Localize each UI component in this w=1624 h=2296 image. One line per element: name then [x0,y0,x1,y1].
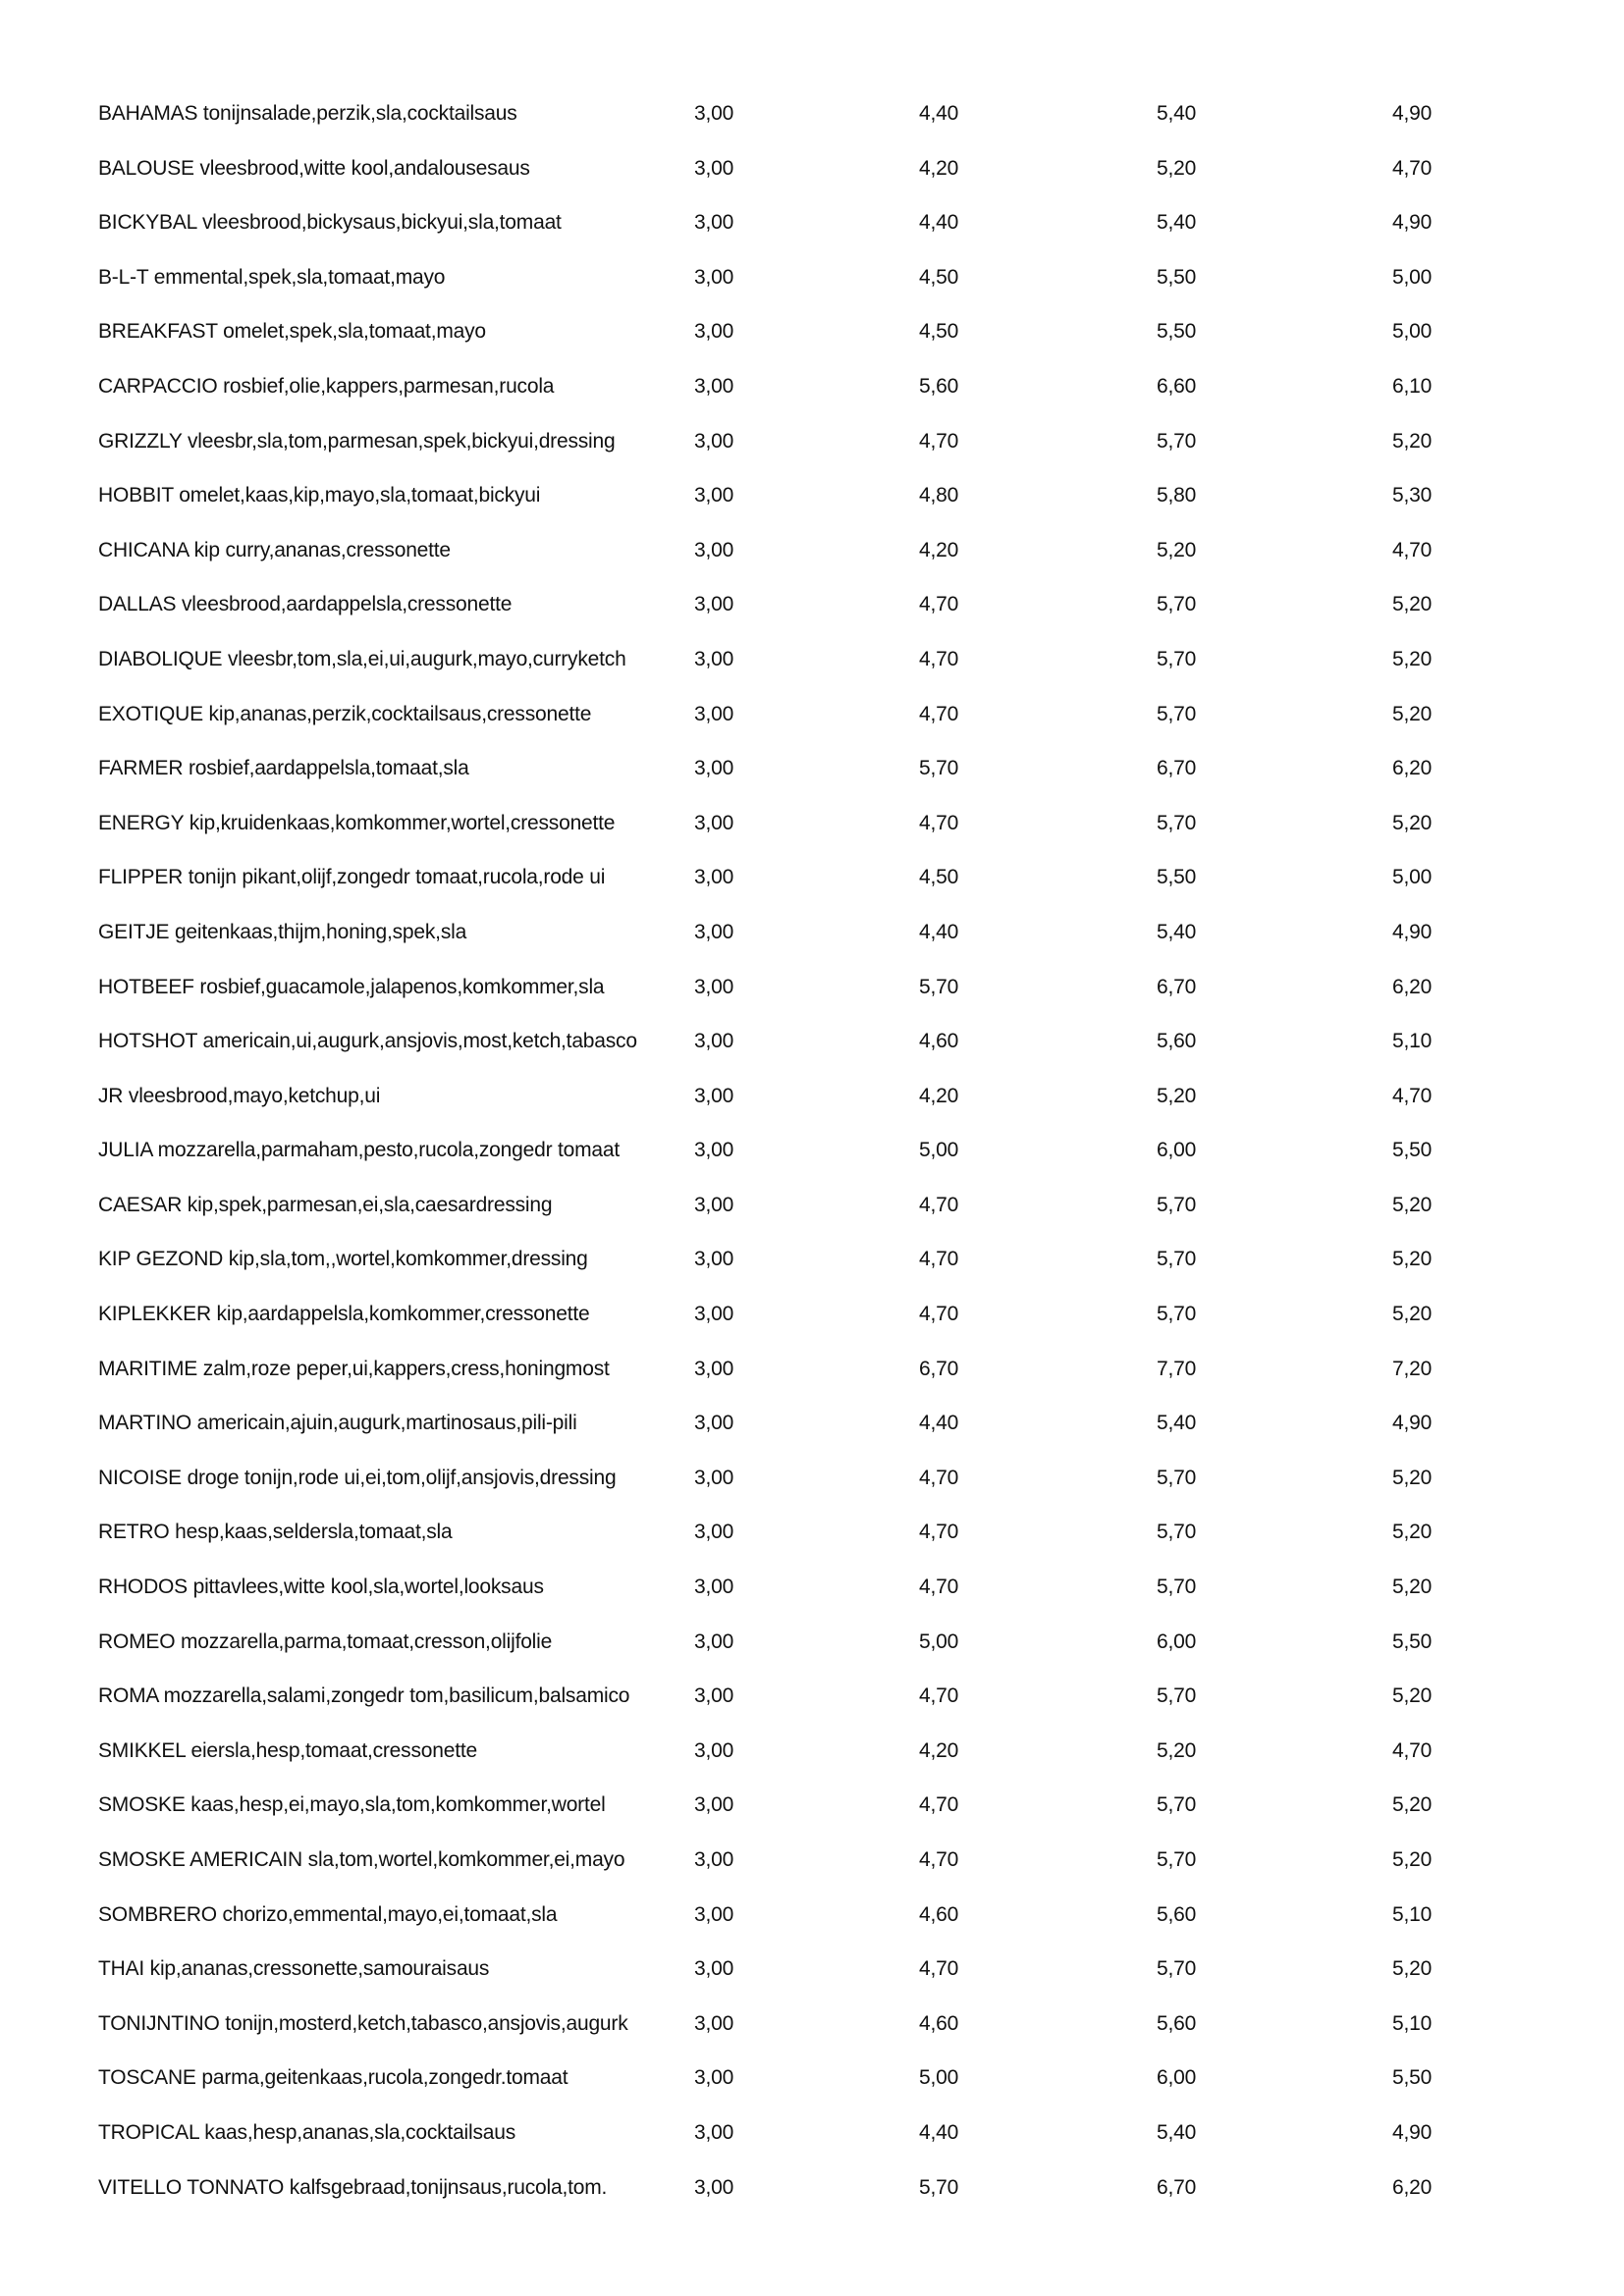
price-column-1: 3,00 [694,1303,734,1326]
price-column-1: 3,00 [694,102,734,125]
item-name-and-ingredients: FLIPPER tonijn pikant,olijf,zongedr tomaat,rucola,rode ui [98,866,606,889]
price-column-2: 4,70 [919,1575,959,1599]
item-name-and-ingredients: JR vleesbrood,mayo,ketchup,ui [98,1084,381,1107]
price-column-2: 5,70 [919,2175,959,2199]
price-column-2: 4,60 [919,1902,959,1926]
menu-item-row [0,1244,1624,1299]
price-column-4: 5,50 [1392,1629,1433,1653]
price-column-1: 3,00 [694,2120,734,2144]
price-column-3: 5,70 [1157,1957,1197,1981]
price-column-3: 5,40 [1157,2120,1197,2144]
price-column-3: 6,00 [1157,1629,1197,1653]
item-name-and-ingredients: HOTBEEF rosbief,guacamole,jalapenos,komkommer,sla [98,975,605,998]
sandwich-price-list [0,98,1624,2226]
price-column-4: 5,50 [1392,2066,1433,2090]
item-name-and-ingredients: EXOTIQUE kip,ananas,perzik,cocktailsaus,cressonette [98,702,592,725]
price-column-1: 3,00 [694,1193,734,1216]
price-column-4: 5,00 [1392,265,1433,289]
item-name-and-ingredients: DIABOLIQUE vleesbr,tom,sla,ei,ui,augurk,mayo,curryketch [98,647,626,670]
price-column-2: 4,20 [919,156,959,180]
price-column-1: 3,00 [694,1139,734,1162]
price-column-3: 5,20 [1157,1084,1197,1107]
price-column-4: 5,20 [1392,429,1433,453]
item-name-and-ingredients: BICKYBAL vleesbrood,bickysaus,bickyui,sla,tomaat [98,211,562,235]
menu-item-row [0,535,1624,590]
price-column-3: 5,70 [1157,1848,1197,1871]
price-column-2: 4,70 [919,647,959,670]
price-column-2: 4,40 [919,102,959,125]
price-column-1: 3,00 [694,1575,734,1599]
menu-item-row [0,153,1624,208]
price-column-1: 3,00 [694,1466,734,1489]
price-column-1: 3,00 [694,1629,734,1653]
menu-item-row [0,1953,1624,2008]
item-name-and-ingredients: NICOISE droge tonijn,rode ui,ei,tom,olijf,ansjovis,dressing [98,1466,617,1489]
price-column-1: 3,00 [694,156,734,180]
price-column-3: 6,00 [1157,2066,1197,2090]
price-column-1: 3,00 [694,320,734,344]
menu-item-row [0,316,1624,371]
price-column-4: 5,20 [1392,1793,1433,1817]
item-name-and-ingredients: KIP GEZOND kip,sla,tom,,wortel,komkommer,dressing [98,1248,588,1271]
price-column-4: 6,10 [1392,374,1433,398]
price-column-1: 3,00 [694,2175,734,2199]
price-column-2: 4,60 [919,2011,959,2035]
price-column-3: 5,70 [1157,1575,1197,1599]
item-name-and-ingredients: B-L-T emmental,spek,sla,tomaat,mayo [98,265,446,289]
price-column-1: 3,00 [694,1793,734,1817]
price-column-2: 4,70 [919,1793,959,1817]
menu-item-row [0,1135,1624,1190]
menu-item-row [0,2062,1624,2117]
item-name-and-ingredients: BREAKFAST omelet,spek,sla,tomaat,mayo [98,320,486,344]
price-column-4: 5,20 [1392,1466,1433,1489]
price-column-3: 5,70 [1157,647,1197,670]
price-column-2: 4,70 [919,1248,959,1271]
price-column-3: 5,80 [1157,484,1197,507]
item-name-and-ingredients: ROMA mozzarella,salami,zongedr tom,basilicum,balsamico [98,1684,630,1708]
price-column-1: 3,00 [694,866,734,889]
price-column-2: 4,20 [919,538,959,561]
menu-item-row [0,1899,1624,1954]
price-column-4: 5,30 [1392,484,1433,507]
price-column-1: 3,00 [694,1738,734,1762]
item-name-and-ingredients: MARTINO americain,ajuin,augurk,martinosaus,pili-pili [98,1412,577,1435]
price-column-3: 6,70 [1157,975,1197,998]
price-column-3: 6,70 [1157,2175,1197,2199]
price-column-4: 5,20 [1392,1193,1433,1216]
item-name-and-ingredients: GEITJE geitenkaas,thijm,honing,spek,sla [98,920,467,943]
price-column-4: 5,20 [1392,647,1433,670]
menu-item-row [0,1844,1624,1899]
price-column-3: 5,60 [1157,1902,1197,1926]
price-column-1: 3,00 [694,975,734,998]
menu-item-row [0,98,1624,153]
price-column-1: 3,00 [694,2066,734,2090]
item-name-and-ingredients: SMOSKE kaas,hesp,ei,mayo,sla,tom,komkommer,wortel [98,1793,606,1817]
item-name-and-ingredients: SMOSKE AMERICAIN sla,tom,wortel,komkommer,ei,mayo [98,1848,625,1871]
price-column-1: 3,00 [694,2011,734,2035]
item-name-and-ingredients: VITELLO TONNATO kalfsgebraad,tonijnsaus,rucola,tom. [98,2175,608,2199]
menu-item-row [0,753,1624,808]
price-column-1: 3,00 [694,1084,734,1107]
price-column-1: 3,00 [694,1521,734,1544]
price-column-3: 6,70 [1157,757,1197,780]
price-column-2: 4,40 [919,211,959,235]
item-name-and-ingredients: KIPLEKKER kip,aardappelsla,komkommer,cressonette [98,1303,590,1326]
price-column-4: 5,20 [1392,811,1433,834]
item-name-and-ingredients: HOTSHOT americain,ui,augurk,ansjovis,most,ketch,tabasco [98,1030,637,1053]
price-column-1: 3,00 [694,1412,734,1435]
price-column-2: 5,70 [919,757,959,780]
price-column-4: 6,20 [1392,2175,1433,2199]
price-column-3: 5,70 [1157,1193,1197,1216]
item-name-and-ingredients: MARITIME zalm,roze peper,ui,kappers,cress,honingmost [98,1357,610,1380]
price-column-4: 5,20 [1392,1521,1433,1544]
price-column-1: 3,00 [694,211,734,235]
price-column-3: 5,50 [1157,265,1197,289]
price-column-3: 5,40 [1157,920,1197,943]
menu-item-row [0,1408,1624,1463]
item-name-and-ingredients: ENERGY kip,kruidenkaas,komkommer,wortel,cressonette [98,811,616,834]
price-column-2: 4,50 [919,320,959,344]
price-column-3: 5,20 [1157,156,1197,180]
menu-item-row [0,262,1624,317]
menu-item-row [0,917,1624,972]
menu-item-row [0,699,1624,754]
item-name-and-ingredients: ROMEO mozzarella,parma,tomaat,cresson,olijfolie [98,1629,553,1653]
price-column-4: 4,70 [1392,156,1433,180]
menu-item-row [0,207,1624,262]
price-column-1: 3,00 [694,757,734,780]
price-column-2: 4,50 [919,866,959,889]
price-column-4: 5,20 [1392,1684,1433,1708]
price-column-4: 5,50 [1392,1139,1433,1162]
price-column-3: 5,70 [1157,702,1197,725]
price-column-4: 4,70 [1392,538,1433,561]
price-column-3: 5,70 [1157,1466,1197,1489]
price-column-3: 5,20 [1157,538,1197,561]
price-column-1: 3,00 [694,1902,734,1926]
price-column-4: 6,20 [1392,975,1433,998]
menu-item-row [0,480,1624,535]
menu-item-row [0,1081,1624,1136]
menu-item-row [0,1627,1624,1682]
item-name-and-ingredients: HOBBIT omelet,kaas,kip,mayo,sla,tomaat,bickyui [98,484,541,507]
price-column-3: 7,70 [1157,1357,1197,1380]
price-column-3: 6,00 [1157,1139,1197,1162]
price-column-1: 3,00 [694,538,734,561]
menu-item-row [0,1354,1624,1409]
menu-item-row [0,426,1624,481]
price-column-2: 4,70 [919,702,959,725]
price-column-2: 4,20 [919,1738,959,1762]
price-column-3: 5,70 [1157,1684,1197,1708]
price-column-2: 4,70 [919,1193,959,1216]
item-name-and-ingredients: SMIKKEL eiersla,hesp,tomaat,cressonette [98,1738,477,1762]
item-name-and-ingredients: FARMER rosbief,aardappelsla,tomaat,sla [98,757,469,780]
price-column-2: 4,70 [919,1303,959,1326]
item-name-and-ingredients: BAHAMAS tonijnsalade,perzik,sla,cocktailsaus [98,102,517,125]
price-column-4: 7,20 [1392,1357,1433,1380]
price-column-2: 4,70 [919,1521,959,1544]
price-column-3: 5,50 [1157,866,1197,889]
menu-item-row [0,1789,1624,1844]
price-column-3: 5,60 [1157,1030,1197,1053]
item-name-and-ingredients: TONIJNTINO tonijn,mosterd,ketch,tabasco,ansjovis,augurk [98,2011,628,2035]
price-column-2: 4,50 [919,265,959,289]
price-column-4: 5,20 [1392,702,1433,725]
price-column-4: 5,10 [1392,1030,1433,1053]
price-column-4: 4,90 [1392,2120,1433,2144]
item-name-and-ingredients: CHICANA kip curry,ananas,cressonette [98,538,451,561]
price-column-4: 5,10 [1392,2011,1433,2035]
price-column-2: 5,00 [919,1139,959,1162]
price-column-3: 5,40 [1157,1412,1197,1435]
price-column-4: 4,90 [1392,1412,1433,1435]
price-column-3: 5,70 [1157,1521,1197,1544]
price-column-1: 3,00 [694,374,734,398]
menu-item-row [0,1026,1624,1081]
item-name-and-ingredients: BALOUSE vleesbrood,witte kool,andalousesaus [98,156,530,180]
menu-item-row [0,972,1624,1027]
item-name-and-ingredients: SOMBRERO chorizo,emmental,mayo,ei,tomaat,sla [98,1902,558,1926]
price-column-4: 5,00 [1392,866,1433,889]
price-column-3: 5,40 [1157,211,1197,235]
price-column-1: 3,00 [694,647,734,670]
price-column-3: 5,70 [1157,1303,1197,1326]
menu-item-row [0,2172,1624,2227]
price-column-2: 4,80 [919,484,959,507]
menu-item-row [0,862,1624,917]
price-column-4: 5,20 [1392,1848,1433,1871]
menu-item-row [0,1681,1624,1735]
price-column-4: 6,20 [1392,757,1433,780]
price-column-1: 3,00 [694,1030,734,1053]
price-column-2: 6,70 [919,1357,959,1380]
price-column-4: 5,00 [1392,320,1433,344]
price-column-2: 4,40 [919,2120,959,2144]
menu-item-row [0,1735,1624,1790]
menu-item-row [0,808,1624,863]
item-name-and-ingredients: THAI kip,ananas,cressonette,samouraisaus [98,1957,490,1981]
price-column-4: 5,20 [1392,1303,1433,1326]
price-column-1: 3,00 [694,702,734,725]
price-column-3: 5,20 [1157,1738,1197,1762]
price-column-2: 4,70 [919,593,959,616]
item-name-and-ingredients: DALLAS vleesbrood,aardappelsla,cressonette [98,593,513,616]
price-column-3: 5,70 [1157,429,1197,453]
menu-item-row [0,589,1624,644]
menu-item-row [0,1190,1624,1245]
menu-item-row [0,371,1624,426]
price-column-3: 5,70 [1157,593,1197,616]
price-column-1: 3,00 [694,593,734,616]
price-column-4: 4,90 [1392,920,1433,943]
menu-item-row [0,1463,1624,1518]
price-column-2: 5,60 [919,374,959,398]
price-column-2: 5,00 [919,2066,959,2090]
price-column-4: 5,20 [1392,593,1433,616]
price-column-2: 5,00 [919,1629,959,1653]
price-column-4: 4,70 [1392,1738,1433,1762]
menu-item-row [0,1517,1624,1572]
menu-item-row [0,644,1624,699]
price-column-3: 5,40 [1157,102,1197,125]
item-name-and-ingredients: CAESAR kip,spek,parmesan,ei,sla,caesardressing [98,1193,553,1216]
price-column-4: 5,20 [1392,1957,1433,1981]
price-column-2: 5,70 [919,975,959,998]
price-column-1: 3,00 [694,811,734,834]
price-column-4: 4,90 [1392,211,1433,235]
price-column-1: 3,00 [694,484,734,507]
price-column-2: 4,70 [919,1848,959,1871]
item-name-and-ingredients: GRIZZLY vleesbr,sla,tom,parmesan,spek,bickyui,dressing [98,429,616,453]
item-name-and-ingredients: RETRO hesp,kaas,seldersla,tomaat,sla [98,1521,453,1544]
item-name-and-ingredients: TOSCANE parma,geitenkaas,rucola,zongedr.tomaat [98,2066,568,2090]
price-column-3: 5,60 [1157,2011,1197,2035]
price-column-4: 5,20 [1392,1248,1433,1271]
item-name-and-ingredients: JULIA mozzarella,parmaham,pesto,rucola,zongedr tomaat [98,1139,621,1162]
price-column-2: 4,60 [919,1030,959,1053]
price-column-1: 3,00 [694,1848,734,1871]
price-column-1: 3,00 [694,1248,734,1271]
price-column-4: 5,20 [1392,1575,1433,1599]
item-name-and-ingredients: TROPICAL kaas,hesp,ananas,sla,cocktailsaus [98,2120,516,2144]
price-column-1: 3,00 [694,265,734,289]
item-name-and-ingredients: RHODOS pittavlees,witte kool,sla,wortel,looksaus [98,1575,544,1599]
menu-item-row [0,2117,1624,2172]
price-column-1: 3,00 [694,1684,734,1708]
menu-item-row [0,1572,1624,1627]
price-column-2: 4,70 [919,1684,959,1708]
item-name-and-ingredients: CARPACCIO rosbief,olie,kappers,parmesan,rucola [98,374,555,398]
price-column-2: 4,40 [919,1412,959,1435]
price-column-2: 4,70 [919,1957,959,1981]
price-column-3: 5,70 [1157,1793,1197,1817]
price-column-4: 5,10 [1392,1902,1433,1926]
price-column-1: 3,00 [694,920,734,943]
price-column-2: 4,70 [919,811,959,834]
price-column-3: 5,70 [1157,1248,1197,1271]
price-column-3: 5,50 [1157,320,1197,344]
price-column-2: 4,40 [919,920,959,943]
price-column-2: 4,20 [919,1084,959,1107]
price-column-3: 5,70 [1157,811,1197,834]
price-column-2: 4,70 [919,429,959,453]
price-column-1: 3,00 [694,1357,734,1380]
price-column-1: 3,00 [694,429,734,453]
price-column-4: 4,90 [1392,102,1433,125]
menu-item-row [0,1299,1624,1354]
price-column-2: 4,70 [919,1466,959,1489]
menu-item-row [0,2008,1624,2063]
price-column-3: 6,60 [1157,374,1197,398]
price-column-1: 3,00 [694,1957,734,1981]
price-column-4: 4,70 [1392,1084,1433,1107]
